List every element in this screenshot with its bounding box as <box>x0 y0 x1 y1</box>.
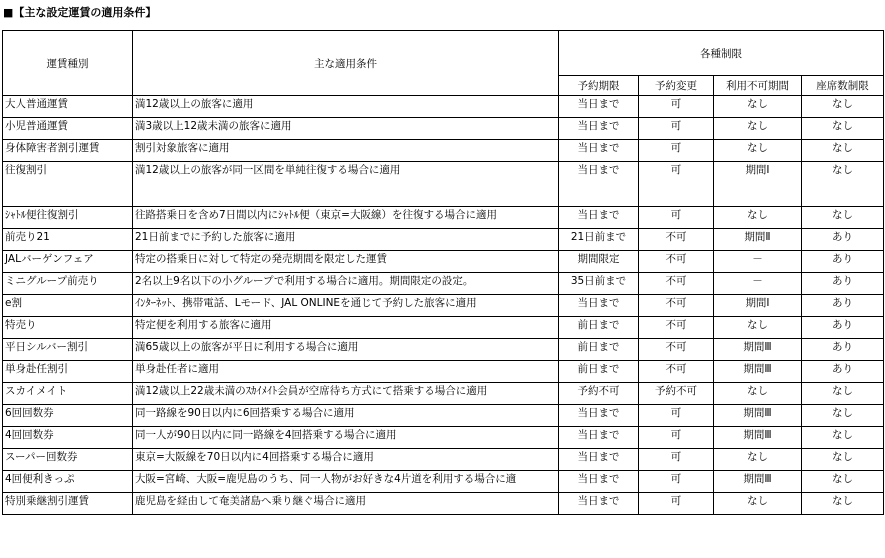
fare-deadline: 当日まで <box>559 405 639 427</box>
fare-name: 小児普通運賃 <box>3 118 133 140</box>
fare-change: 可 <box>639 427 714 449</box>
fare-seat-limit: なし <box>802 493 884 515</box>
fare-name: 6回回数券 <box>3 405 133 427</box>
fare-condition: ｲﾝﾀｰﾈｯﾄ、携帯電話、Lモード、JAL ONLINEを通じて予約した旅客に適用 <box>133 295 559 317</box>
fare-change: 可 <box>639 405 714 427</box>
fare-blackout: － <box>714 251 802 273</box>
fare-name: ｼｬﾄﾙ便往復割引 <box>3 207 133 229</box>
fare-change: 可 <box>639 96 714 118</box>
fare-change: 可 <box>639 207 714 229</box>
fare-name: 身体障害者割引運賃 <box>3 140 133 162</box>
fare-change: 不可 <box>639 339 714 361</box>
fare-change: 不可 <box>639 317 714 339</box>
fare-seat-limit: あり <box>802 295 884 317</box>
fare-deadline: 当日まで <box>559 427 639 449</box>
fare-deadline: 当日まで <box>559 449 639 471</box>
fare-change: 不可 <box>639 229 714 251</box>
table-row <box>3 118 884 140</box>
fare-change: 不可 <box>639 251 714 273</box>
fare-seat-limit: なし <box>802 140 884 162</box>
fare-blackout: 期間Ⅱ <box>714 229 802 251</box>
fare-deadline: 期間限定 <box>559 251 639 273</box>
fare-deadline: 35日前まで <box>559 273 639 295</box>
fare-condition: 同一路線を90日以内に6回搭乗する場合に適用 <box>133 405 559 427</box>
fare-change: 可 <box>639 449 714 471</box>
table-row <box>3 229 884 251</box>
fare-name: 前売り21 <box>3 229 133 251</box>
fare-name: 特売り <box>3 317 133 339</box>
fare-seat-limit: あり <box>802 361 884 383</box>
fare-blackout: なし <box>714 493 802 515</box>
fare-seat-limit: なし <box>802 162 884 207</box>
table-row <box>3 361 884 383</box>
header-fare-type: 運賃種別 <box>3 31 133 96</box>
fare-condition: 大阪=宮崎、大阪=鹿児島のうち、同一人物がお好きな4片道を利用する場合に適 <box>133 471 559 493</box>
header-seat-limit: 座席数制限 <box>802 76 884 96</box>
fare-blackout: 期間Ⅲ <box>714 427 802 449</box>
fare-condition: 単身赴任者に適用 <box>133 361 559 383</box>
fare-name: 4回便利きっぷ <box>3 471 133 493</box>
fare-blackout: 期間Ⅰ <box>714 295 802 317</box>
fare-deadline: 当日まで <box>559 162 639 207</box>
fare-name: 4回回数券 <box>3 427 133 449</box>
fare-blackout: なし <box>714 383 802 405</box>
fare-condition: 特定の搭乗日に対して特定の発売期間を限定した運賃 <box>133 251 559 273</box>
fare-deadline: 当日まで <box>559 295 639 317</box>
fare-change: 可 <box>639 493 714 515</box>
table-row <box>3 207 884 229</box>
fare-change: 予約不可 <box>639 383 714 405</box>
fare-seat-limit: なし <box>802 207 884 229</box>
fare-seat-limit: あり <box>802 229 884 251</box>
page-title: ■【主な設定運賃の適用条件】 <box>3 6 157 19</box>
table-row <box>3 96 884 118</box>
fare-name: 大人普通運賃 <box>3 96 133 118</box>
fare-name: ミニグループ前売り <box>3 273 133 295</box>
fare-blackout: 期間Ⅲ <box>714 405 802 427</box>
fare-name: 特別乗継割引運賃 <box>3 493 133 515</box>
table-row <box>3 140 884 162</box>
fare-seat-limit: なし <box>802 118 884 140</box>
fare-condition: 満12歳以上の旅客が同一区間を単純往復する場合に適用 <box>133 162 559 207</box>
fare-seat-limit: なし <box>802 449 884 471</box>
fare-blackout: － <box>714 273 802 295</box>
header-change: 予約変更 <box>639 76 714 96</box>
fare-change: 可 <box>639 471 714 493</box>
fare-blackout: なし <box>714 118 802 140</box>
table-row <box>3 317 884 339</box>
header-restrictions: 各種制限 <box>559 31 884 76</box>
table-row <box>3 471 884 493</box>
table-row <box>3 295 884 317</box>
fare-deadline: 予約不可 <box>559 383 639 405</box>
fare-condition: 同一人が90日以内に同一路線を4回搭乗する場合に適用 <box>133 427 559 449</box>
table-row <box>3 383 884 405</box>
table-row <box>3 251 884 273</box>
fare-seat-limit: あり <box>802 317 884 339</box>
fare-deadline: 21日前まで <box>559 229 639 251</box>
fare-deadline: 前日まで <box>559 361 639 383</box>
fare-blackout: なし <box>714 140 802 162</box>
fare-condition: 特定便を利用する旅客に適用 <box>133 317 559 339</box>
fare-condition: 往路搭乗日を含め7日間以内にｼｬﾄﾙ便（東京=大阪線）を往復する場合に適用 <box>133 207 559 229</box>
fare-blackout: 期間Ⅲ <box>714 471 802 493</box>
table-row <box>3 405 884 427</box>
table-row <box>3 162 884 207</box>
fare-name: スカイメイト <box>3 383 133 405</box>
fare-change: 不可 <box>639 295 714 317</box>
fare-deadline: 当日まで <box>559 471 639 493</box>
fare-blackout: なし <box>714 317 802 339</box>
fare-deadline: 前日まで <box>559 339 639 361</box>
fare-blackout: なし <box>714 96 802 118</box>
fare-name: JALバーゲンフェア <box>3 251 133 273</box>
fare-seat-limit: なし <box>802 383 884 405</box>
fare-condition: 割引対象旅客に適用 <box>133 140 559 162</box>
fare-blackout: 期間Ⅰ <box>714 162 802 207</box>
fare-change: 不可 <box>639 273 714 295</box>
fare-deadline: 当日まで <box>559 118 639 140</box>
fare-condition: 満12歳以上の旅客に適用 <box>133 96 559 118</box>
fare-blackout: なし <box>714 207 802 229</box>
fare-name: 往復割引 <box>3 162 133 207</box>
fare-seat-limit: あり <box>802 273 884 295</box>
fare-condition: 満65歳以上の旅客が平日に利用する場合に適用 <box>133 339 559 361</box>
table-row <box>3 449 884 471</box>
fare-deadline: 当日まで <box>559 207 639 229</box>
fare-seat-limit: あり <box>802 339 884 361</box>
fare-change: 可 <box>639 118 714 140</box>
fare-blackout: 期間Ⅲ <box>714 361 802 383</box>
fare-name: 単身赴任割引 <box>3 361 133 383</box>
fare-condition: 満3歳以上12歳未満の旅客に適用 <box>133 118 559 140</box>
fare-blackout: 期間Ⅲ <box>714 339 802 361</box>
fare-change: 不可 <box>639 361 714 383</box>
table-row <box>3 273 884 295</box>
fare-change: 可 <box>639 140 714 162</box>
fare-conditions-table <box>2 30 884 515</box>
fare-name: e割 <box>3 295 133 317</box>
fare-blackout: なし <box>714 449 802 471</box>
fare-deadline: 当日まで <box>559 493 639 515</box>
fare-seat-limit: あり <box>802 251 884 273</box>
fare-seat-limit: なし <box>802 471 884 493</box>
fare-deadline: 前日まで <box>559 317 639 339</box>
table-row <box>3 339 884 361</box>
fare-name: スーパー回数券 <box>3 449 133 471</box>
table-row <box>3 427 884 449</box>
fare-name: 平日シルバー割引 <box>3 339 133 361</box>
header-blackout: 利用不可期間 <box>714 76 802 96</box>
fare-condition: 21日前までに予約した旅客に適用 <box>133 229 559 251</box>
fare-condition: 満12歳以上22歳未満のｽｶｲﾒｲﾄ会員が空席待ち方式にて搭乗する場合に適用 <box>133 383 559 405</box>
fare-condition: 東京=大阪線を70日以内に4回搭乗する場合に適用 <box>133 449 559 471</box>
fare-seat-limit: なし <box>802 96 884 118</box>
header-conditions: 主な適用条件 <box>133 31 559 96</box>
fare-condition: 2名以上9名以下の小グループで利用する場合に適用。期間限定の設定。 <box>133 273 559 295</box>
fare-seat-limit: なし <box>802 405 884 427</box>
table-row <box>3 493 884 515</box>
header-deadline: 予約期限 <box>559 76 639 96</box>
fare-condition: 鹿児島を経由して奄美諸島へ乗り継ぐ場合に適用 <box>133 493 559 515</box>
fare-seat-limit: なし <box>802 427 884 449</box>
fare-deadline: 当日まで <box>559 96 639 118</box>
fare-change: 可 <box>639 162 714 207</box>
fare-deadline: 当日まで <box>559 140 639 162</box>
